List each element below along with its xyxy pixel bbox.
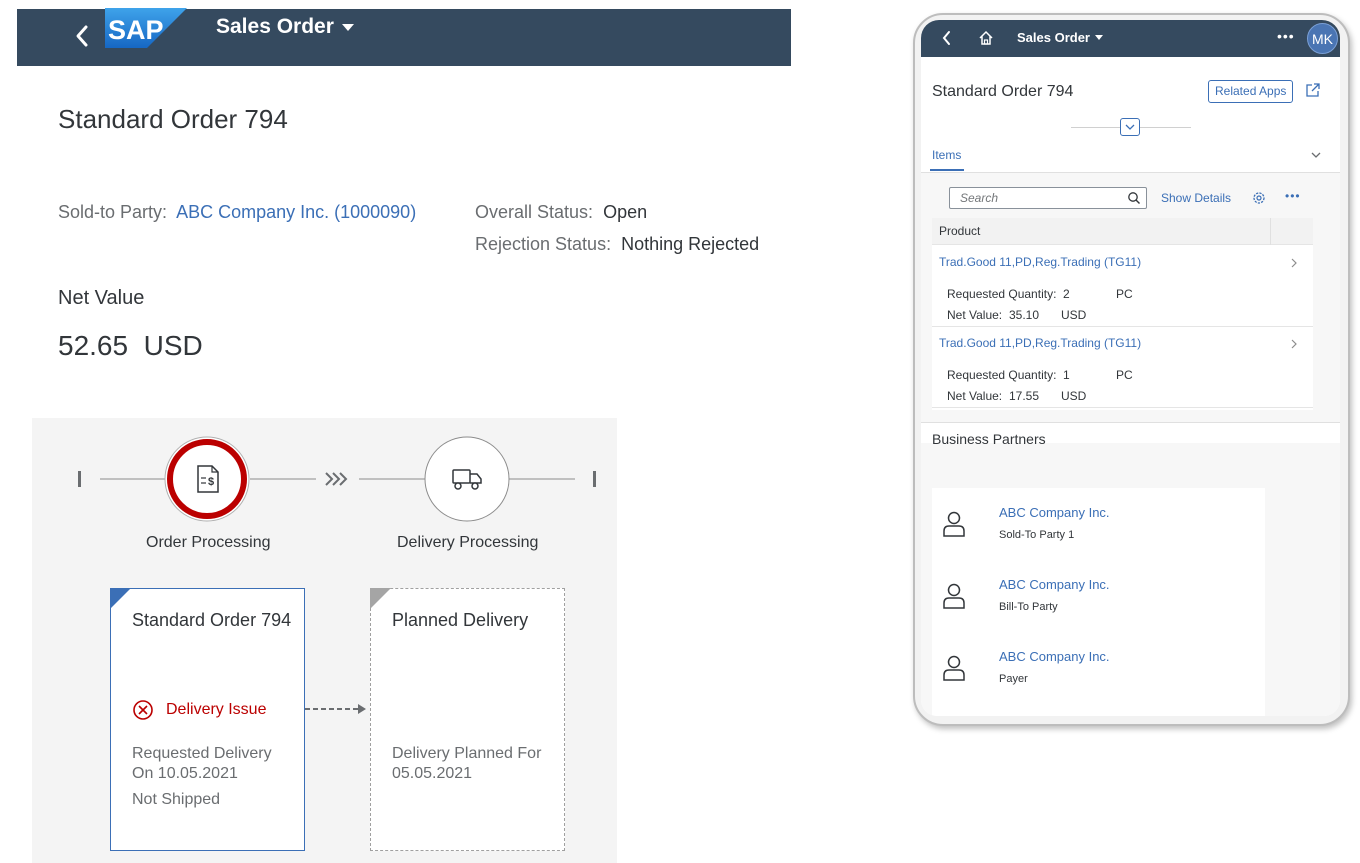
column-divider <box>1270 218 1271 245</box>
phone-app-title-menu[interactable] <box>1017 30 1103 45</box>
rejection-status-field <box>475 234 759 255</box>
user-avatar[interactable]: MK <box>1307 23 1338 54</box>
share-button[interactable] <box>1305 82 1321 103</box>
business-partners-list <box>932 488 1265 716</box>
process-node-planned-delivery[interactable] <box>370 588 565 851</box>
overall-status-value: Open <box>603 202 648 222</box>
lane-chevrons-icon <box>326 473 346 485</box>
lane-label-order-processing: Order Processing <box>146 534 271 551</box>
items-table-header <box>932 218 1313 245</box>
product-link[interactable]: Trad.Good 11,PD,Reg.Trading (TG11) <box>939 255 1142 269</box>
tab-items[interactable]: Items <box>932 148 962 162</box>
app-title: Sales Order <box>216 15 334 38</box>
caret-down-icon <box>342 24 354 31</box>
requested-quantity-label: Requested Quantity: <box>947 287 1057 301</box>
node-title: Planned Delivery <box>392 610 529 630</box>
object-title: Standard Order 794 <box>58 104 288 134</box>
overall-status-field <box>475 202 647 223</box>
table-more-button[interactable]: ••• <box>1285 189 1301 203</box>
item-net-value-label: Net Value: <box>947 389 1003 403</box>
item-net-value-value: 35.10 <box>1009 308 1040 322</box>
items-search-field[interactable] <box>949 187 1147 209</box>
related-apps-button[interactable]: Related Apps <box>1208 80 1293 103</box>
net-value-kpi <box>58 330 203 362</box>
partner-role: Bill-To Party <box>999 601 1058 613</box>
rejection-status-label: Rejection Status: <box>475 234 612 254</box>
node-text-requested-delivery: Requested Delivery On 10.05.2021 <box>132 745 272 782</box>
delivery-processing-lane-icon <box>425 437 509 521</box>
table-settings-button[interactable] <box>1251 190 1267 211</box>
show-details-button[interactable]: Show Details <box>1161 191 1232 205</box>
phone-overflow-button[interactable]: ••• <box>1277 28 1295 44</box>
requested-quantity-unit: PC <box>1116 368 1133 382</box>
phone-app-title: Sales Order <box>1017 30 1090 45</box>
error-circle-icon <box>132 699 154 721</box>
node-text-delivery-planned: Delivery Planned For 05.05.2021 <box>392 745 542 782</box>
search-placeholder: Search <box>960 191 999 205</box>
items-table <box>932 218 1313 410</box>
net-value-label: Net Value <box>58 287 145 309</box>
item-net-value-label: Net Value: <box>947 308 1003 322</box>
back-button[interactable] <box>62 16 102 56</box>
item-net-value-value: 17.55 <box>1009 389 1040 403</box>
node-title: Standard Order 794 <box>132 610 292 630</box>
header-collapse-button[interactable] <box>1120 118 1140 136</box>
overall-status-label: Overall Status: <box>475 202 594 222</box>
person-icon <box>942 654 966 682</box>
requested-quantity-value: 2 <box>1063 287 1070 301</box>
chevron-down-icon <box>1309 148 1323 162</box>
column-header-product: Product <box>939 224 981 238</box>
caret-down-icon <box>1095 35 1103 40</box>
app-title-menu[interactable] <box>216 12 354 42</box>
phone-back-button[interactable] <box>939 29 955 52</box>
node-status-text: Delivery Issue <box>166 701 267 718</box>
net-value-currency: USD <box>143 330 203 361</box>
tab-selected-indicator <box>930 169 964 171</box>
phone-screen <box>921 20 1340 716</box>
partner-name-link[interactable]: ABC Company Inc. <box>999 505 1110 520</box>
gear-icon <box>1251 190 1267 206</box>
node-status <box>132 699 266 721</box>
partner-role: Sold-To Party 1 <box>999 529 1075 541</box>
business-partners-title: Business Partners <box>932 431 1046 447</box>
person-icon <box>942 510 966 538</box>
flow-start-marker <box>78 471 81 487</box>
partner-name-link[interactable]: ABC Company Inc. <box>999 577 1110 592</box>
requested-quantity-unit: PC <box>1116 287 1133 301</box>
requested-quantity-label: Requested Quantity: <box>947 368 1057 382</box>
person-icon <box>942 582 966 610</box>
table-row[interactable] <box>932 246 1313 327</box>
connector-arrow-icon <box>358 704 366 714</box>
svg-text:SAP: SAP <box>108 15 164 45</box>
sold-to-party-label: Sold-to Party: <box>58 202 168 222</box>
back-arrow-icon <box>939 29 955 47</box>
partner-name-link[interactable]: ABC Company Inc. <box>999 649 1110 664</box>
process-node-standard-order[interactable] <box>110 588 305 851</box>
back-arrow-icon <box>62 16 102 56</box>
table-row[interactable] <box>932 327 1313 408</box>
share-icon <box>1305 82 1321 98</box>
item-net-value-currency: USD <box>1061 308 1087 322</box>
rejection-status-value: Nothing Rejected <box>621 234 760 254</box>
partner-role: Payer <box>999 673 1028 685</box>
node-corner-marker-icon <box>370 588 392 610</box>
sold-to-party-field <box>58 202 416 223</box>
list-item[interactable] <box>932 648 1265 704</box>
item-net-value-currency: USD <box>1061 389 1087 403</box>
home-icon <box>977 29 995 47</box>
tab-overflow-button[interactable] <box>1309 148 1323 167</box>
node-corner-marker-icon <box>110 588 132 610</box>
list-item[interactable] <box>932 576 1265 632</box>
sap-logo <box>105 8 187 48</box>
list-item[interactable] <box>932 504 1265 560</box>
search-icon[interactable] <box>1127 191 1141 205</box>
svg-text:$: $ <box>208 476 215 488</box>
node-text-shipping: Not Shipped <box>132 791 221 808</box>
order-processing-lane-icon <box>165 437 249 521</box>
phone-home-button[interactable] <box>977 29 995 52</box>
flow-end-marker <box>593 471 596 487</box>
chevron-right-icon <box>1288 337 1300 351</box>
product-link[interactable]: Trad.Good 11,PD,Reg.Trading (TG11) <box>939 336 1142 350</box>
sold-to-party-link[interactable]: ABC Company Inc. (1000090) <box>176 202 417 222</box>
lane-label-delivery-processing: Delivery Processing <box>397 534 539 551</box>
chevron-right-icon <box>1288 256 1300 270</box>
requested-quantity-value: 1 <box>1063 368 1070 382</box>
phone-object-title: Standard Order 794 <box>932 83 1074 100</box>
chevron-down-icon <box>1121 119 1139 135</box>
net-value-amount: 52.65 <box>58 330 129 361</box>
